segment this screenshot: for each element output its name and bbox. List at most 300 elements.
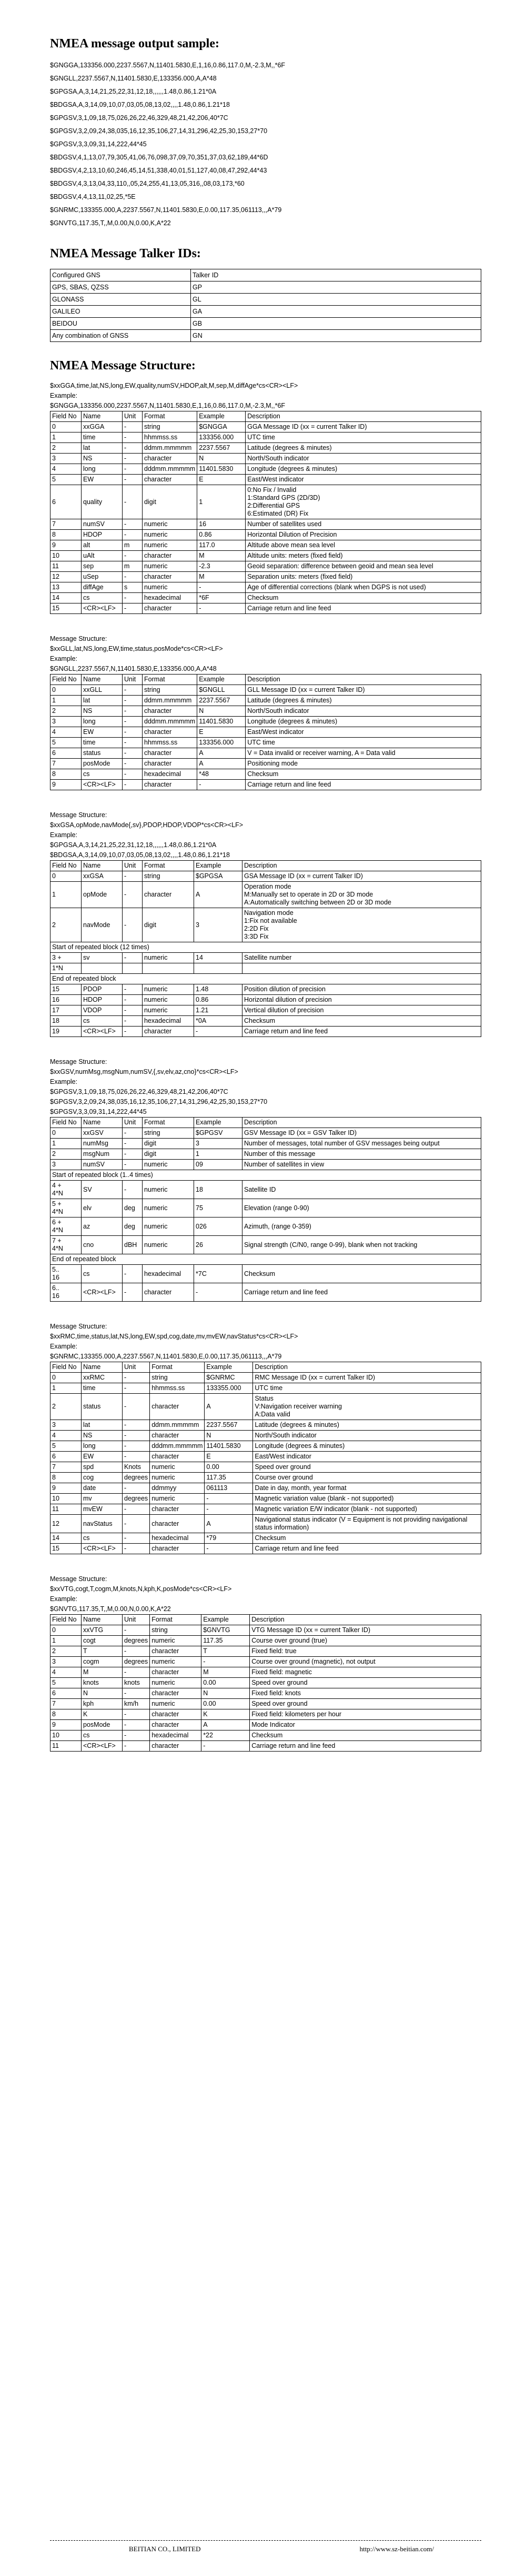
column-header: Unit bbox=[123, 1615, 150, 1625]
table-cell: numeric bbox=[143, 530, 197, 540]
table-cell: Navigation mode 1:Fix not available 2:2D Fix 3:3D Fix bbox=[242, 908, 481, 942]
table-cell: 3 bbox=[194, 1139, 242, 1149]
table-cell: GALILEO bbox=[50, 306, 191, 318]
column-header: Example bbox=[201, 1615, 250, 1625]
table-cell: xxVTG bbox=[82, 1625, 123, 1636]
table-cell: - bbox=[123, 1625, 150, 1636]
table-cell: 4 + 4*N bbox=[50, 1181, 82, 1199]
gga-example: $GNGGA,133356.000,2237.5567,N,11401.5830,E,1,16,0.86,117.0,M,-2.3,M,,*6F bbox=[50, 402, 286, 409]
table-cell: Number of satellites in view bbox=[242, 1160, 481, 1170]
table-header-row bbox=[50, 861, 481, 871]
table-cell: 8 bbox=[50, 1473, 82, 1483]
table-cell: numeric bbox=[143, 995, 194, 1005]
table-cell: A bbox=[205, 1394, 253, 1420]
table-cell: - bbox=[123, 443, 143, 454]
table-cell: xxRMC bbox=[82, 1373, 123, 1383]
table-cell: 9 bbox=[50, 1483, 82, 1494]
table-cell: Carriage return and line feed bbox=[250, 1741, 481, 1752]
table-cell: Mode Indicator bbox=[250, 1720, 481, 1730]
table-row bbox=[50, 1016, 481, 1027]
table-cell: EW bbox=[82, 727, 123, 738]
table-row bbox=[50, 519, 481, 530]
table-cell: long bbox=[82, 717, 123, 727]
footer-company: BEITIAN CO., LIMITED bbox=[129, 2545, 201, 2553]
table-cell: 5.. 16 bbox=[50, 1265, 82, 1283]
table-cell: elv bbox=[82, 1199, 123, 1217]
table-row bbox=[50, 464, 481, 475]
column-header: Example bbox=[194, 861, 242, 871]
table-cell: cs bbox=[82, 769, 123, 780]
talker-header-row bbox=[50, 269, 481, 281]
table-cell: Carriage return and line feed bbox=[246, 780, 481, 790]
table-cell: Altitude units: meters (fixed field) bbox=[246, 551, 481, 561]
table-cell: Altitude above mean sea level bbox=[246, 540, 481, 551]
table-cell: EW bbox=[82, 1452, 123, 1462]
table-cell: K bbox=[201, 1709, 250, 1720]
column-header: Field No bbox=[50, 1362, 82, 1373]
table-cell: $GPGSA bbox=[194, 871, 242, 882]
table-row bbox=[50, 1515, 481, 1533]
table-cell: Carriage return and line feed bbox=[253, 1544, 481, 1554]
table-cell: mvEW bbox=[82, 1504, 123, 1515]
table-cell: - bbox=[123, 1515, 150, 1533]
table-cell: N bbox=[197, 706, 246, 717]
table-cell: digit bbox=[143, 908, 194, 942]
table-cell: numeric bbox=[143, 1236, 194, 1254]
table-cell: hexadecimal bbox=[143, 1016, 194, 1027]
repeat-block-row bbox=[50, 942, 481, 953]
table-row bbox=[50, 963, 481, 974]
table-row bbox=[50, 1128, 481, 1139]
table-cell: Fixed field: magnetic bbox=[250, 1667, 481, 1678]
talker-row bbox=[50, 281, 481, 294]
table-row bbox=[50, 1420, 481, 1431]
table-cell: $GPGSV bbox=[194, 1128, 242, 1139]
table-cell: - bbox=[123, 1373, 150, 1383]
table-cell: GSA Message ID (xx = current Talker ID) bbox=[242, 871, 481, 882]
gga-structure: $xxGGA,time,lat,NS,long,EW,quality,numSV,HDOP,alt,M,sep,M,diffAge*cs<CR><LF> bbox=[50, 382, 298, 389]
table-cell: character bbox=[150, 1688, 201, 1699]
table-cell: knots bbox=[123, 1678, 150, 1688]
output-line: $BDGSV,4,4,13,11,02,25,*5E bbox=[50, 193, 136, 200]
table-cell: degrees bbox=[123, 1636, 150, 1646]
table-row bbox=[50, 1462, 481, 1473]
table-cell: - bbox=[123, 1646, 150, 1657]
repeat-block-row bbox=[50, 1170, 481, 1181]
table-cell: - bbox=[123, 1741, 150, 1752]
table-cell: numeric bbox=[150, 1678, 201, 1688]
table-cell: $GNVTG bbox=[201, 1625, 250, 1636]
table-row bbox=[50, 1199, 481, 1217]
table-row bbox=[50, 717, 481, 727]
output-line: $GPGSV,3,3,09,31,14,222,44*45 bbox=[50, 140, 147, 148]
table-cell: - bbox=[197, 780, 246, 790]
table-cell: 13 bbox=[50, 582, 82, 593]
table-cell: 1 bbox=[197, 485, 246, 519]
table-cell: - bbox=[123, 572, 143, 582]
table-header-row bbox=[50, 1615, 481, 1625]
gsa-example-1: $GPGSA,A,3,14,21,25,22,31,12,18,,,,,,1.48,0.86,1.21*0A bbox=[50, 841, 217, 849]
table-cell: 15 bbox=[50, 603, 82, 614]
table-cell: 6 bbox=[50, 1688, 82, 1699]
table-cell: character bbox=[143, 748, 197, 759]
talker-row bbox=[50, 294, 481, 306]
table-cell: 9 bbox=[50, 780, 82, 790]
table-cell: - bbox=[197, 603, 246, 614]
table-cell: numeric bbox=[143, 519, 197, 530]
table-cell: cno bbox=[82, 1236, 123, 1254]
table-cell: hexadecimal bbox=[143, 593, 197, 603]
table-cell: - bbox=[123, 882, 143, 908]
table-cell: Course over ground (true) bbox=[250, 1636, 481, 1646]
table-cell: navStatus bbox=[82, 1515, 123, 1533]
table-cell: time bbox=[82, 432, 123, 443]
column-header: Field No bbox=[50, 1118, 82, 1128]
table-cell: Number of this message bbox=[242, 1149, 481, 1160]
table-row bbox=[50, 769, 481, 780]
gsv-structure-label: Message Structure: bbox=[50, 1058, 107, 1065]
table-row bbox=[50, 593, 481, 603]
output-line: $GNGLL,2237.5567,N,11401.5830,E,133356.000,A,A*48 bbox=[50, 75, 217, 82]
table-cell: numeric bbox=[143, 561, 197, 572]
table-cell: xxGSA bbox=[82, 871, 123, 882]
table-cell: A bbox=[194, 882, 242, 908]
vtg-table bbox=[50, 1614, 481, 1752]
column-header: Description bbox=[242, 1118, 481, 1128]
table-cell: 14 bbox=[50, 1533, 82, 1544]
table-cell: - bbox=[205, 1504, 253, 1515]
table-cell: - bbox=[205, 1544, 253, 1554]
table-cell: 1*N bbox=[50, 963, 82, 974]
table-cell: $GNGLL bbox=[197, 685, 246, 696]
table-cell: character bbox=[150, 1709, 201, 1720]
column-header: Example bbox=[197, 411, 246, 422]
table-cell: Geoid separation: difference between geoid and mean sea level bbox=[246, 561, 481, 572]
footer-url[interactable]: http://www.sz-beitian.com/ bbox=[359, 2545, 434, 2553]
repeat-block-label: End of repeated block bbox=[50, 1254, 481, 1265]
table-cell: numeric bbox=[150, 1657, 201, 1667]
table-cell: Positioning mode bbox=[246, 759, 481, 769]
table-cell: character bbox=[143, 551, 197, 561]
table-cell: hhmmss.ss bbox=[150, 1383, 205, 1394]
table-cell: 3 bbox=[50, 1160, 82, 1170]
table-cell: 7 bbox=[50, 759, 82, 769]
table-cell: GL bbox=[191, 294, 481, 306]
table-cell: cs bbox=[82, 1265, 123, 1283]
table-cell: HDOP bbox=[82, 995, 123, 1005]
table-cell: GLL Message ID (xx = current Talker ID) bbox=[246, 685, 481, 696]
talker-id-table bbox=[50, 269, 481, 342]
output-line: $GNRMC,133355.000,A,2237.5567,N,11401.5830,E,0.00,117.35,061113,,,A*79 bbox=[50, 206, 282, 214]
table-cell: - bbox=[197, 582, 246, 593]
table-cell: string bbox=[143, 871, 194, 882]
table-row bbox=[50, 1383, 481, 1394]
vtg-example: $GNVTG,117.35,T,,M,0.00,N,0.00,K,A*22 bbox=[50, 1605, 171, 1613]
table-cell: M bbox=[82, 1667, 123, 1678]
table-cell: - bbox=[201, 1657, 250, 1667]
column-header: Description bbox=[250, 1615, 481, 1625]
table-row bbox=[50, 1741, 481, 1752]
table-cell: - bbox=[123, 696, 143, 706]
column-header: Example bbox=[205, 1362, 253, 1373]
table-cell: 3 + bbox=[50, 953, 82, 963]
table-cell: *22 bbox=[201, 1730, 250, 1741]
table-cell: 8 bbox=[50, 1709, 82, 1720]
gsa-table bbox=[50, 860, 481, 1037]
table-cell: deg bbox=[123, 1199, 143, 1217]
table-cell: character bbox=[150, 1741, 201, 1752]
table-row bbox=[50, 706, 481, 717]
table-cell: 026 bbox=[194, 1217, 242, 1236]
column-header: Description bbox=[253, 1362, 481, 1373]
gsa-structure: $xxGSA,opMode,navMode{,sv},PDOP,HDOP,VDOP*cs<CR><LF> bbox=[50, 821, 244, 829]
table-cell: - bbox=[194, 1283, 242, 1302]
table-cell: character bbox=[143, 603, 197, 614]
output-line: $GNVTG,117.35,T,,M,0.00,N,0.00,K,A*22 bbox=[50, 219, 171, 227]
table-cell: East/West indicator bbox=[246, 475, 481, 485]
table-row bbox=[50, 696, 481, 706]
column-header: Format bbox=[143, 1118, 194, 1128]
table-cell: quality bbox=[82, 485, 123, 519]
table-cell: string bbox=[150, 1373, 205, 1383]
table-cell: numSV bbox=[82, 1160, 123, 1170]
table-row bbox=[50, 995, 481, 1005]
table-row bbox=[50, 582, 481, 593]
table-cell: - bbox=[123, 759, 143, 769]
table-cell: Any combination of GNSS bbox=[50, 330, 191, 342]
column-header: Format bbox=[150, 1362, 205, 1373]
table-cell: uAlt bbox=[82, 551, 123, 561]
table-row bbox=[50, 1657, 481, 1667]
table-cell: - bbox=[123, 1016, 143, 1027]
table-row bbox=[50, 1027, 481, 1037]
table-cell: 11401.5830 bbox=[197, 464, 246, 475]
table-cell: - bbox=[123, 1709, 150, 1720]
table-cell: numeric bbox=[150, 1462, 205, 1473]
table-cell: cs bbox=[82, 1730, 123, 1741]
table-cell: km/h bbox=[123, 1699, 150, 1709]
table-cell: sep bbox=[82, 561, 123, 572]
table-cell: numeric bbox=[143, 1217, 194, 1236]
table-row bbox=[50, 1625, 481, 1636]
table-cell: numeric bbox=[143, 1160, 194, 1170]
gsa-example-label: Example: bbox=[50, 831, 78, 839]
table-cell: Number of messages, total number of GSV messages being output bbox=[242, 1139, 481, 1149]
column-header: Name bbox=[82, 861, 123, 871]
table-cell: - bbox=[123, 1544, 150, 1554]
table-cell: BEIDOU bbox=[50, 318, 191, 330]
table-cell: string bbox=[143, 685, 197, 696]
table-cell: - bbox=[123, 1128, 143, 1139]
table-cell: Carriage return and line feed bbox=[246, 603, 481, 614]
table-cell: degrees bbox=[123, 1494, 150, 1504]
gga-table bbox=[50, 411, 481, 614]
table-cell: - bbox=[123, 1504, 150, 1515]
talker-ids-title: NMEA Message Talker IDs: bbox=[50, 247, 201, 260]
table-cell: cs bbox=[82, 1016, 123, 1027]
table-cell: - bbox=[123, 551, 143, 561]
table-cell: - bbox=[123, 519, 143, 530]
table-cell: 4 bbox=[50, 1431, 82, 1441]
table-cell: character bbox=[143, 780, 197, 790]
table-cell: SV bbox=[82, 1181, 123, 1199]
output-line: $BDGSV,4,2,13,10,60,246,45,14,51,338,40,01,51,127,40,08,47,292,44*43 bbox=[50, 167, 267, 174]
table-cell: Checksum bbox=[242, 1265, 481, 1283]
page-footer bbox=[50, 2540, 481, 2553]
table-cell: m bbox=[123, 540, 143, 551]
table-cell: numeric bbox=[150, 1636, 201, 1646]
table-row bbox=[50, 759, 481, 769]
table-cell: xxGGA bbox=[82, 422, 123, 432]
table-cell: 14 bbox=[50, 593, 82, 603]
table-row bbox=[50, 1236, 481, 1254]
gll-structure-label: Message Structure: bbox=[50, 635, 107, 642]
table-cell: 6.. 16 bbox=[50, 1283, 82, 1302]
table-cell: -2.3 bbox=[197, 561, 246, 572]
gga-example-label: Example: bbox=[50, 392, 78, 399]
table-cell: - bbox=[123, 1483, 150, 1494]
table-cell: navMode bbox=[82, 908, 123, 942]
table-row bbox=[50, 1504, 481, 1515]
table-cell: 117.0 bbox=[197, 540, 246, 551]
table-row bbox=[50, 738, 481, 748]
table-cell: - bbox=[123, 432, 143, 443]
table-cell: 2 bbox=[50, 1394, 82, 1420]
table-cell: NS bbox=[82, 1431, 123, 1441]
table-cell: 0.00 bbox=[201, 1699, 250, 1709]
rmc-structure-label: Message Structure: bbox=[50, 1323, 107, 1330]
table-cell: A bbox=[205, 1515, 253, 1533]
rmc-example-label: Example: bbox=[50, 1343, 78, 1350]
table-cell: *0A bbox=[194, 1016, 242, 1027]
table-row bbox=[50, 1688, 481, 1699]
table-cell: East/West indicator bbox=[246, 727, 481, 738]
vtg-structure: $xxVTG,cogt,T,cogm,M,knots,N,kph,K,posMode*cs<CR><LF> bbox=[50, 1585, 232, 1593]
table-cell: Signal strength (C/N0, range 0-99), blank when not tracking bbox=[242, 1236, 481, 1254]
table-row bbox=[50, 1160, 481, 1170]
table-cell: 2 bbox=[50, 443, 82, 454]
table-cell: 18 bbox=[50, 1016, 82, 1027]
output-line: $GPGSV,3,2,09,24,38,035,16,12,35,106,27,14,31,296,42,25,30,153,27*70 bbox=[50, 127, 268, 135]
table-row bbox=[50, 561, 481, 572]
table-cell: 3 bbox=[50, 1657, 82, 1667]
table-cell: 09 bbox=[194, 1160, 242, 1170]
table-row bbox=[50, 540, 481, 551]
table-cell: 1 bbox=[194, 1149, 242, 1160]
table-row bbox=[50, 530, 481, 540]
column-header: Field No bbox=[50, 411, 82, 422]
table-row bbox=[50, 685, 481, 696]
table-cell: Carriage return and line feed bbox=[242, 1027, 481, 1037]
table-cell: status bbox=[82, 748, 123, 759]
table-cell: character bbox=[150, 1646, 201, 1657]
table-cell: Number of satellites used bbox=[246, 519, 481, 530]
table-cell bbox=[194, 963, 242, 974]
table-cell: character bbox=[143, 759, 197, 769]
table-cell: date bbox=[82, 1483, 123, 1494]
column-header: Description bbox=[246, 411, 481, 422]
table-cell: North/South indicator bbox=[246, 706, 481, 717]
talker-row bbox=[50, 318, 481, 330]
table-cell: numeric bbox=[143, 1181, 194, 1199]
table-cell: 75 bbox=[194, 1199, 242, 1217]
table-cell: posMode bbox=[82, 1720, 123, 1730]
table-cell: lat bbox=[82, 443, 123, 454]
table-cell: 11 bbox=[50, 1741, 82, 1752]
table-cell: 8 bbox=[50, 530, 82, 540]
column-header: Example bbox=[194, 1118, 242, 1128]
table-cell: HDOP bbox=[82, 530, 123, 540]
table-cell: Age of differential corrections (blank when DGPS is not used) bbox=[246, 582, 481, 593]
table-cell: T bbox=[82, 1646, 123, 1657]
table-cell: 4 bbox=[50, 1667, 82, 1678]
table-row bbox=[50, 1283, 481, 1302]
table-row bbox=[50, 1646, 481, 1657]
rmc-table bbox=[50, 1362, 481, 1554]
table-cell: 10 bbox=[50, 1494, 82, 1504]
table-row bbox=[50, 882, 481, 908]
talker-row bbox=[50, 330, 481, 342]
table-row bbox=[50, 1473, 481, 1483]
output-line: $BDGSV,4,3,13,04,33,110,,05,24,255,41,13,05,316,,08,03,173,*60 bbox=[50, 180, 245, 187]
table-cell: 1.48 bbox=[194, 984, 242, 995]
table-cell: 2237.5567 bbox=[197, 696, 246, 706]
table-cell: 11401.5830 bbox=[205, 1441, 253, 1452]
table-cell: - bbox=[123, 1720, 150, 1730]
vtg-structure-label: Message Structure: bbox=[50, 1575, 107, 1583]
table-cell: numMsg bbox=[82, 1139, 123, 1149]
output-sample-lines bbox=[50, 59, 481, 230]
gll-example-label: Example: bbox=[50, 655, 78, 662]
table-cell: Longitude (degrees & minutes) bbox=[246, 717, 481, 727]
table-cell: 5 bbox=[50, 738, 82, 748]
table-row bbox=[50, 1265, 481, 1283]
table-cell: numeric bbox=[143, 953, 194, 963]
table-cell: 0.00 bbox=[201, 1678, 250, 1688]
table-cell: az bbox=[82, 1217, 123, 1236]
table-cell: character bbox=[143, 882, 194, 908]
table-cell: 4 bbox=[50, 464, 82, 475]
table-cell: diffAge bbox=[82, 582, 123, 593]
column-header: Format bbox=[143, 411, 197, 422]
table-cell: UTC time bbox=[246, 432, 481, 443]
table-row bbox=[50, 908, 481, 942]
table-cell: Checksum bbox=[246, 769, 481, 780]
gsv-example-3: $GPGSV,3,3,09,31,14,222,44*45 bbox=[50, 1108, 147, 1115]
vtg-example-label: Example: bbox=[50, 1595, 78, 1603]
gsv-example-1: $GPGSV,3,1,09,18,75,026,26,22,46,329,48,21,42,206,40*7C bbox=[50, 1088, 228, 1095]
table-cell: cs bbox=[82, 1533, 123, 1544]
table-cell: GSV Message ID (xx = GSV Talker ID) bbox=[242, 1128, 481, 1139]
table-cell: posMode bbox=[82, 759, 123, 769]
column-header: Unit bbox=[123, 1362, 150, 1373]
table-cell: - bbox=[205, 1494, 253, 1504]
table-cell: - bbox=[123, 780, 143, 790]
gsv-example-2: $GPGSV,3,2,09,24,38,035,16,12,35,106,27,14,31,296,42,25,30,153,27*70 bbox=[50, 1098, 268, 1105]
table-cell: Navigational status indicator (V = Equipment is not providing navigational status information) bbox=[253, 1515, 481, 1533]
table-cell: dddmm.mmmmm bbox=[143, 464, 197, 475]
table-cell: - bbox=[123, 995, 143, 1005]
table-cell: ddmmyy bbox=[150, 1483, 205, 1494]
table-cell: - bbox=[123, 485, 143, 519]
table-cell: 10 bbox=[50, 551, 82, 561]
table-cell: 8 bbox=[50, 769, 82, 780]
table-cell: - bbox=[123, 769, 143, 780]
table-cell: numeric bbox=[143, 1199, 194, 1217]
table-cell: numeric bbox=[150, 1473, 205, 1483]
table-cell: 14 bbox=[194, 953, 242, 963]
table-cell: - bbox=[123, 454, 143, 464]
